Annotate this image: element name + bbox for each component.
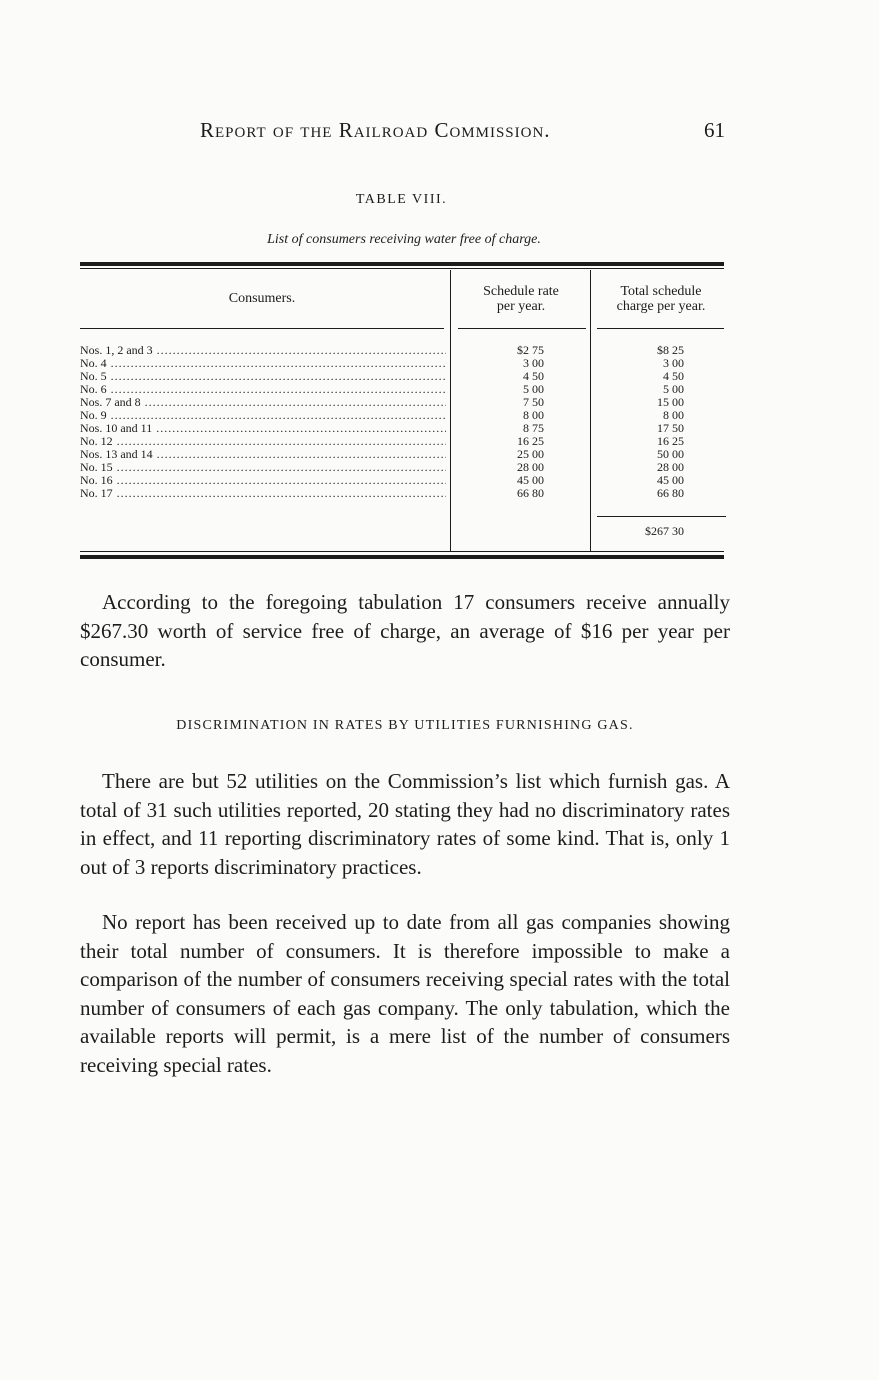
header-underline <box>597 328 724 329</box>
table-bottom-rule <box>80 555 724 559</box>
paragraph-no-report-text: No report has been received up to date from all gas companies showing their total number of consumers. It is therefore impossible to make a comparison of the number of consumers receiving special rates with the total number of consumers of each gas company. The only tabulation, which the available reports will permit, is a mere list of the number of consumers receiving special rates. <box>80 910 730 1077</box>
table-caption: List of consumers receiving water free of charge. <box>267 232 541 247</box>
schedule-rate: 25 00 <box>517 447 544 461</box>
grand-total: $267 30 <box>645 524 684 538</box>
consumer-name: No. 12 ..... <box>80 435 446 447</box>
column-header-total-schedule <box>596 284 726 314</box>
total-charge: 28 00 <box>657 460 684 474</box>
total-charge: 3 00 <box>663 356 684 370</box>
consumer-name: Nos. 7 and 8 ..... <box>80 396 446 408</box>
consumer-name: No. 5 ..... <box>80 370 446 382</box>
total-charge: 45 00 <box>657 473 684 487</box>
page-number: 61 <box>704 118 725 142</box>
total-charge: 50 00 <box>657 447 684 461</box>
schedule-rate: 7 50 <box>523 395 544 409</box>
total-charge: 4 50 <box>663 369 684 383</box>
header-underline <box>458 328 586 329</box>
total-charge: 15 00 <box>657 395 684 409</box>
schedule-rate: 16 25 <box>517 434 544 448</box>
column-header-schedule-rate <box>456 284 586 314</box>
column-header-rate-line: Schedule rate <box>483 284 559 299</box>
schedule-rate: $2 75 <box>517 343 544 357</box>
consumer-name: Nos. 10 and 11 ..... <box>80 422 446 434</box>
consumer-name: No. 6 ..... <box>80 383 446 395</box>
paragraph-summary <box>80 588 730 674</box>
total-charge: 17 50 <box>657 421 684 435</box>
table-title: TABLE VIII. <box>355 192 448 207</box>
table-top-thin-rule <box>80 268 724 269</box>
paragraph-gas-utilities-text: There are but 52 utilities on the Commission’s list which furnish gas. A total of 31 such utilities reported, 20 stating they had no discriminatory rates in effect, and 11 reporting discriminatory rates of some kind. That is, only 1 out of 3 reports discriminatory practices. <box>80 769 730 879</box>
header-underline <box>80 328 444 329</box>
consumer-name: No. 17 ..... <box>80 487 446 499</box>
paragraph-gas-utilities <box>80 767 730 881</box>
total-charge: 5 00 <box>663 382 684 396</box>
column-header-consumers <box>80 291 444 306</box>
consumer-name: Nos. 1, 2 and 3 ..... <box>80 344 446 356</box>
total-underline <box>597 516 726 517</box>
schedule-rate: 28 00 <box>517 460 544 474</box>
column-header-consumers-label: Consumers. <box>228 291 296 306</box>
schedule-rate: 3 00 <box>523 356 544 370</box>
consumer-name: No. 16 ..... <box>80 474 446 486</box>
total-charge: 16 25 <box>657 434 684 448</box>
paragraph-no-report <box>80 908 730 1079</box>
consumer-name: No. 15 ..... <box>80 461 446 473</box>
total-charge: $8 25 <box>657 343 684 357</box>
running-head: Report of the Railroad Commission. <box>200 118 551 142</box>
section-heading: DISCRIMINATION IN RATES BY UTILITIES FURNISHING GAS. <box>176 718 634 733</box>
schedule-rate: 8 75 <box>523 421 544 435</box>
total-charge: 66 80 <box>657 486 684 500</box>
schedule-rate: 4 50 <box>523 369 544 383</box>
consumer-name: Nos. 13 and 14 ..... <box>80 448 446 460</box>
column-header-total-line: Total schedule <box>620 284 702 299</box>
schedule-rate: 66 80 <box>517 486 544 500</box>
column-divider <box>590 270 591 551</box>
column-divider <box>450 270 451 551</box>
schedule-rate: 5 00 <box>523 382 544 396</box>
paragraph-summary-text: According to the foregoing tabulation 17 consumers receive annually $267.30 worth of service free of charge, an average of $16 per year per consumer. <box>80 590 730 671</box>
table-top-rule <box>80 262 724 266</box>
schedule-rate: 45 00 <box>517 473 544 487</box>
column-header-total-line: charge per year. <box>616 299 706 314</box>
table-bottom-thin-rule <box>80 551 724 552</box>
consumer-name: No. 9 ..... <box>80 409 446 421</box>
total-charge: 8 00 <box>663 408 684 422</box>
column-header-rate-line: per year. <box>496 299 546 314</box>
schedule-rate: 8 00 <box>523 408 544 422</box>
consumer-name: No. 4 ..... <box>80 357 446 369</box>
